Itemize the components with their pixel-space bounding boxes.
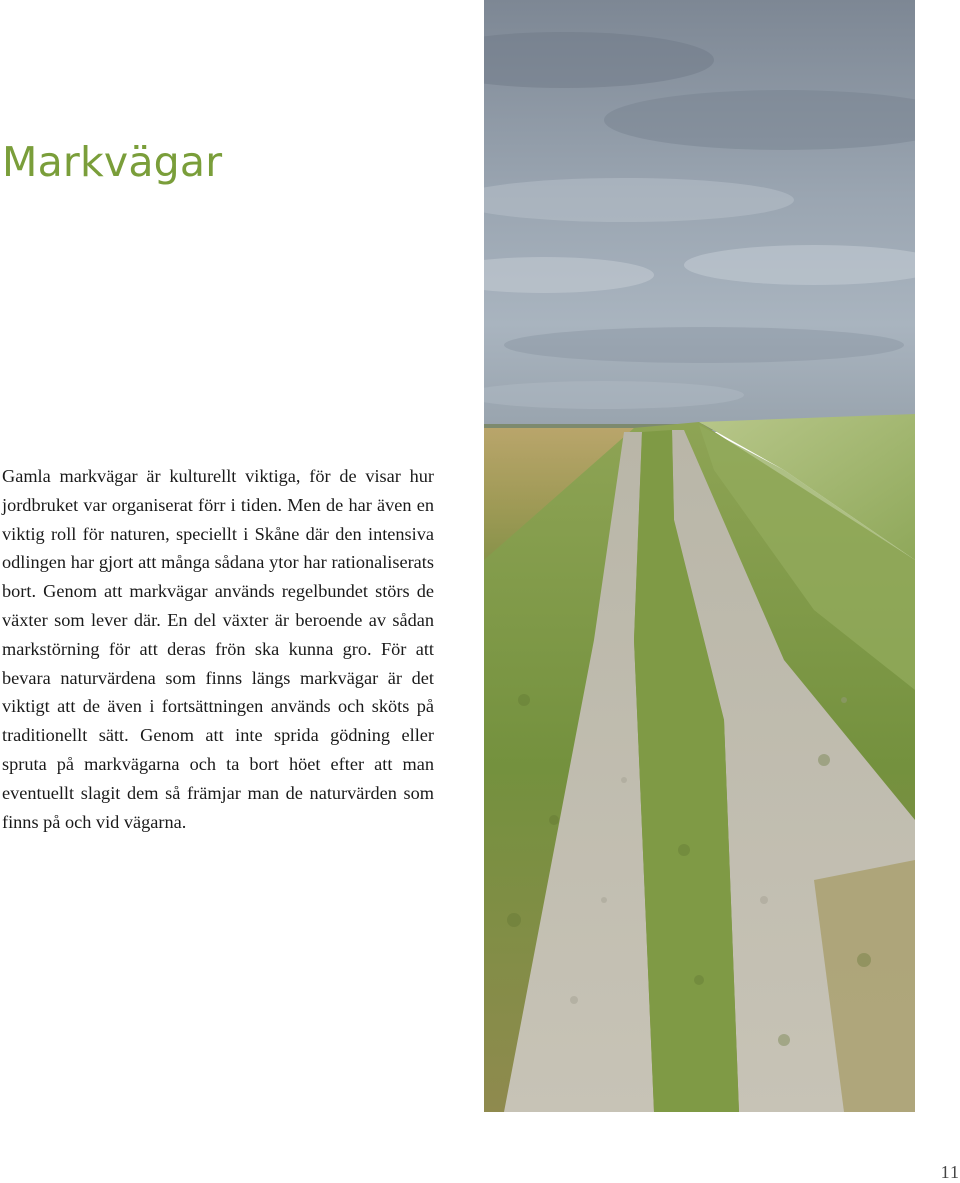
dirt-road-photo xyxy=(484,0,915,1112)
body-paragraph: Gamla markvägar är kulturellt viktiga, för de visar hur jordbruket var organiserat förr i tiden. Men de har även en viktig roll för naturen, speciellt i Skåne där den intensiva odlingen har gjort att många sådana ytor har rationaliserats bort. Genom att markvägar används regelbundet störs de växter som lever där. En del växter är beroende av sådan markstörning för att deras frön ska kunna gro. För att bevara naturvärdena som finns längs markvägar är det viktigt att de även i fortsättningen används och sköts på traditionellt sätt. Genom att inte sprida gödning eller spruta på markvägarna och ta bort höet efter att man eventuellt slagit dem så främjar man de naturvärden som finns på och vid vägarna. xyxy=(2,466,434,832)
page-title: Markvägar xyxy=(2,138,223,186)
page-number: 11 xyxy=(940,1162,960,1182)
